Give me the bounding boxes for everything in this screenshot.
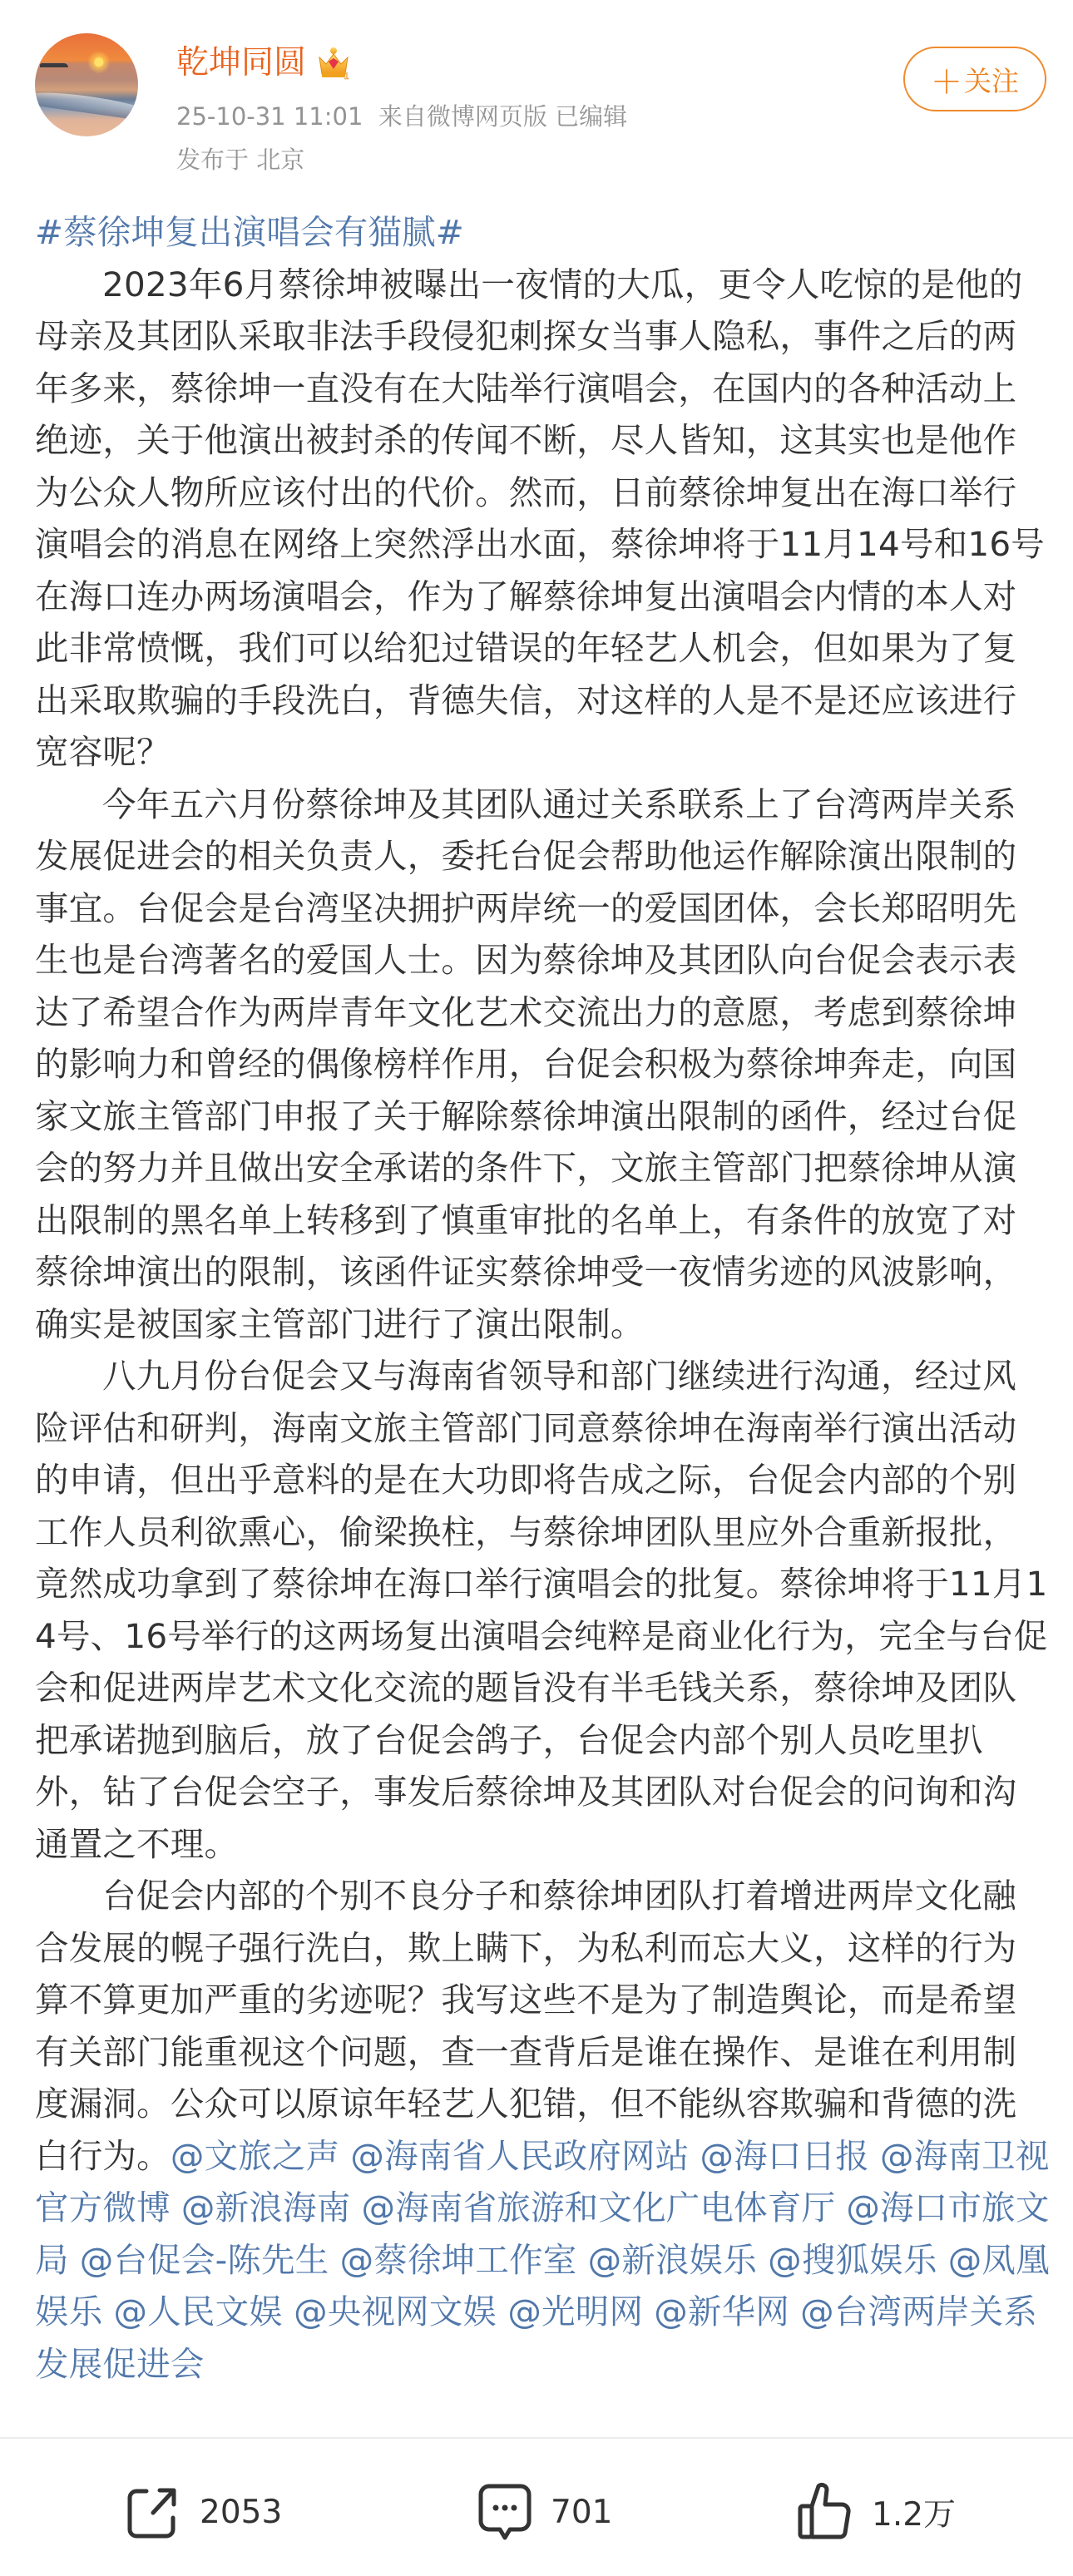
thumbs-up-icon (794, 2480, 858, 2544)
mention-link[interactable]: @央视网文娱 (294, 2292, 497, 2331)
like-button[interactable] (794, 2479, 956, 2545)
mention-link[interactable]: @文旅之声 (170, 2135, 340, 2176)
follow-label: 关注 (964, 64, 1019, 97)
paragraph: 今年五六月份蔡徐坤及其团队通过关系联系上了台湾两岸关系发展促进会的相关负责人，委托台促会帮助他运作解除演出限制的事宜。台促会是台湾坚决拥护两岸统一的爱国团体，会长郑昭明先生也是台湾著名的爱国人士。因为蔡徐坤及其团队向台促会表示表达了希望合作为两岸青年文化艺术交流出力的意愿，考虑到蔡徐坤的影响力和曾经的偶像榜样作用，台促会积极为蔡徐坤奔走，向国家文旅主管部门申报了关于解除蔡徐坤演出限制的函件，经过台促会的努力并且做出安全承诺的条件下，文旅主管部门把蔡徐坤从演出限制的黑名单上转移到了慎重审批的名单上，有条件的放宽了对蔡徐坤演出的限制，该函件证实蔡徐坤受一夜情劣迹的风波影响，确实是被国家主管部门进行了演出限制。 (35, 784, 1017, 1344)
share-count: 2053 (200, 2493, 283, 2531)
post-content (35, 206, 1050, 2390)
post-header (0, 0, 1073, 191)
mention-link[interactable]: @台湾两岸关系发展促进会 (35, 2292, 1038, 2384)
mention-link[interactable]: @台促会-陈先生 (79, 2239, 329, 2280)
author-row (176, 42, 351, 85)
mention-link[interactable]: @新浪娱乐 (587, 2239, 758, 2280)
mention-link[interactable]: @光明网 (507, 2292, 644, 2331)
comment-count: 701 (551, 2493, 613, 2531)
avatar-island-shape (40, 63, 68, 67)
avatar[interactable] (35, 33, 138, 136)
comment-icon (472, 2480, 537, 2544)
post-location: 发布于 北京 (176, 146, 305, 174)
share-icon (121, 2480, 186, 2544)
follow-button[interactable] (903, 47, 1046, 111)
mention-link[interactable]: @海南省旅游和文化广电体育厅 (361, 2188, 836, 2227)
svg-text:1: 1 (344, 71, 350, 81)
mention-link[interactable]: @新浪海南 (180, 2188, 351, 2227)
post-source[interactable]: 来自微博网页版 (378, 102, 547, 131)
mention-link[interactable]: @新华网 (654, 2292, 790, 2331)
like-count: 1.2万 (872, 2496, 957, 2534)
paragraph: 八九月份台促会又与海南省领导和部门继续进行沟通，经过风险评估和研判，海南文旅主管部门同意蔡徐坤在海南举行演出活动的申请，但出乎意料的是在大功即将告成之际，台促会内部的个别工作人员利欲熏心，偷梁换柱，与蔡徐坤团队里应外合重新报批，竟然成功拿到了蔡徐坤在海口举行演唱会的批复。蔡徐坤将于11月14号、16号举行的这两场复出演唱会纯粹是商业化行为，完全与台促会和促进两岸艺术文化交流的题旨没有半毛钱关系，蔡徐坤及团队把承诺抛到脑后，放了台促会鸽子，台促会内部个别人员吃里扒外，钻了台促会空子，事发后蔡徐坤及其团队对台促会的问询和沟通置之不理。 (35, 1356, 1048, 1864)
author-name[interactable]: 乾坤同圆 (176, 44, 307, 82)
mention-link[interactable]: @海口市旅文局 (35, 2188, 1050, 2280)
crown-badge-icon[interactable] (316, 46, 351, 81)
hashtag-link[interactable]: #蔡徐坤复出演唱会有猫腻# (35, 212, 464, 252)
mention-link[interactable]: @凤凰娱乐 (35, 2239, 1050, 2331)
plus-icon: ＋ (930, 63, 962, 101)
mention-link[interactable]: @海南卫视官方微博 (35, 2135, 1050, 2227)
mention-link[interactable]: @海口日报 (700, 2135, 869, 2176)
mention-link[interactable]: @海南省人民政府网站 (350, 2135, 690, 2176)
mention-link[interactable]: @搜狐娱乐 (768, 2239, 937, 2280)
paragraph: 2023年6月蔡徐坤被曝出一夜情的大瓜，更令人吃惊的是他的母亲及其团队采取非法手段侵犯刺探女当事人隐私，事件之后的两年多来，蔡徐坤一直没有在大陆举行演唱会，在国内的各种活动上绝迹，关于他演出被封杀的传闻不断，尽人皆知，这其实也是他作为公众人物所应该付出的代价。然而，日前蔡徐坤复出在海口举行演唱会的消息在网络上突然浮出水面，蔡徐坤将于11月14号和16号在海口连办两场演唱会，作为了解蔡徐坤复出演唱会内情的本人对此非常愤慨，我们可以给犯过错误的年轻艺人机会，但如果为了复出采取欺骗的手段洗白，背德失信，对这样的人是不是还应该进行宽容呢？ (35, 264, 1046, 772)
comment-button[interactable] (472, 2479, 612, 2545)
paragraph: 台促会内部的个别不良分子和蔡徐坤团队打着增进两岸文化融合发展的幌子强行洗白，欺上瞒下，为私利而忘大义，这样的行为算不算更加严重的劣迹呢？我写这些不是为了制造舆论，而是希望有关部门能重视这个问题，查一查背后是谁在操作、是谁在利用制度漏洞。公众可以原谅年轻艺人犯错，但不能纵容欺骗和背德的洗白行为。 (35, 1876, 1017, 2176)
paragraph-with-mentions (35, 1870, 1050, 2390)
post-meta (176, 100, 627, 133)
mention-link[interactable]: @人民文娱 (113, 2292, 283, 2331)
action-bar (0, 2479, 1073, 2545)
avatar-wave-shape (35, 88, 138, 122)
action-bar-divider (0, 2437, 1073, 2439)
edited-label[interactable]: 已编辑 (555, 102, 628, 131)
mention-link[interactable]: @蔡徐坤工作室 (339, 2239, 577, 2280)
post-timestamp: 25-10-31 11:01 (176, 102, 363, 131)
share-button[interactable] (121, 2479, 282, 2545)
